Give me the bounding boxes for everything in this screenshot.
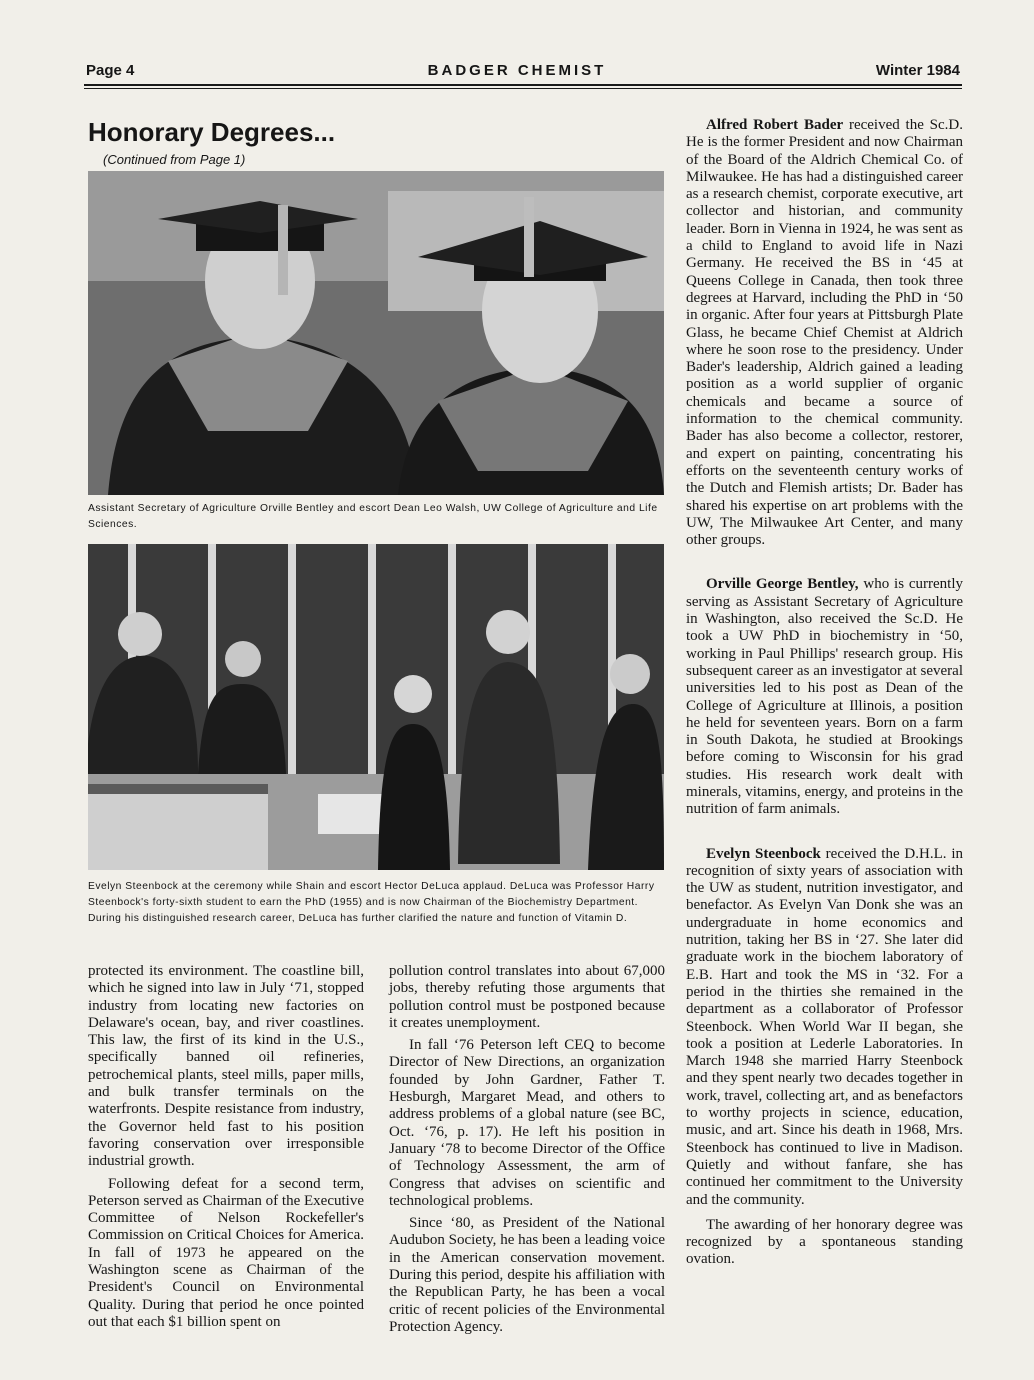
bio-text: received the Sc.D. He is the former President and now Chairman of the Board of the Aldrich Chemical Co. of Milwaukee. He has had a distinguished career as a research chemist, corporate executive, art collector and historian, and community leader. Born in Vienna in 1924, he was sent as a child to England to avoid life in Nazi Germany. He received the BS in ‘45 at Queens College in Canada, then took three degrees at Harvard, including the PhD in ‘50 in organic. After four years at Pittsburgh Plate Glass, he became Chief Chemist at Aldrich where he soon rose to the presidency. Under Bader's leadership, Aldrich gained a leading position as a world supplier of organic chemicals and became a source of information to the chemical community. Bader has also become a collector, restorer, and expert on painting, concentrating his efforts on the seventeenth century works of the Dutch and Flemish artists; Dr. Bader has shared his expertise on art problems with the UW, The Milwaukee Art Center, and many other groups. <box>686 117 964 549</box>
bio-name: Alfred Robert Bader <box>706 117 844 133</box>
bio-text: who is currently serving as Assistant Secretary of Agriculture in Washington, also received the Sc.D. He took a UW PhD in biochemistry in ‘50, working in Paul Phillips' research group. His subsequent career as an investigator at several universities led to his post as Dean of the College of Agriculture at Illinois, a position he held for seventeen years. Born on a farm in South Dakota, he studied at Brookings before coming to Wisconsin for his grad studies. His research work dealt with minerals, vitamins, energy, and proteins in the nutrition of farm animals. <box>686 576 963 818</box>
paragraph: protected its environment. The coastline bill, which he signed into law in July ‘71, stopped industry from locating new factories on Delaware's ocean, bay, and river coastlines. This law, the first of its kind in the U.S., specifically banned oil refineries, petrochemical plants, steel mills, paper mills, and bulk transfer terminals on the waterfronts. Despite resistance from industry, the Governor held fast to his position favoring conservation over irresponsible industrial growth. <box>88 963 364 1170</box>
photo1-caption: Assistant Secretary of Agriculture Orville Bentley and escort Dean Leo Walsh, UW College of Agriculture and Life Sciences. <box>88 503 658 530</box>
header-rule <box>84 84 962 86</box>
bios-column <box>686 117 963 1274</box>
body-column-1 <box>88 963 364 1336</box>
paragraph: Following defeat for a second term, Peterson served as Chairman of the Executive Committee of Nelson Rockefeller's Commission on Critical Choices for America. In fall of 1973 he appeared on the Washington scene as Chairman of the President's Council on Environmental Quality. During that period he once pointed out that each $1 billion spent on <box>88 1175 364 1330</box>
article-title: Honorary Degrees... <box>88 117 336 147</box>
bio-bentley <box>686 576 963 818</box>
continued-note: (Continued from Page 1) <box>103 152 246 167</box>
bio-steenbock <box>686 846 963 1209</box>
paragraph: pollution control translates into about 67,000 jobs, thereby refuting those arguments that pollution control must be postponed because it creates unemployment. <box>389 963 665 1031</box>
bio-bader <box>686 117 963 549</box>
body-column-2 <box>389 963 665 1341</box>
photo-bentley-walsh <box>88 171 664 495</box>
bio-name: Evelyn Steenbock <box>706 845 821 862</box>
photo2-caption: Evelyn Steenbock at the ceremony while Shain and escort Hector DeLuca applaud. DeLuca was Professor Harry Steenbock's forty-sixth student to earn the PhD (1955) and is now Chairman of the Biochemistry Department. During his distinguished research career, DeLuca has further clarified the nature and function of Vitamin D. <box>88 881 655 924</box>
paragraph: In fall ‘76 Peterson left CEQ to become Director of New Directions, an organization founded by John Gardner, Father T. Hesburgh, Margaret Mead, and others to address problems of a global nature (see BC, Oct. ‘76, p. 17). He left his position in January ‘78 to become Director of the Office of Technology Assessment, the arm of Congress that advises on scientific and technological problems. <box>389 1037 665 1209</box>
publication-name: BADGER CHEMIST <box>427 62 607 79</box>
bio-name: Orville George Bentley, <box>706 576 859 593</box>
photo-steenbock-ceremony <box>88 544 664 870</box>
paragraph: The awarding of her honorary degree was recognized by a spontaneous standing ovation. <box>686 1216 963 1268</box>
header-rule-thin <box>84 88 962 89</box>
page-number: Page 4 <box>86 62 135 79</box>
paragraph: Since ‘80, as President of the National Audubon Society, he has been a leading voice in the American conservation movement. During this period, despite his affiliation with the Republican Party, he has been a vocal critic of recent policies of the Environmental Protection Agency. <box>389 1215 665 1335</box>
issue-date: Winter 1984 <box>875 62 960 79</box>
bio-text: received the D.H.L. in recognition of sixty years of association with the UW as student, nutrition investigator, and benefactor. As Evelyn Van Donk she was an undergraduate in home economics and nutrition, taking her BS in ‘27. She later did graduate work in the biochem laboratory of E.B. Hart and took the MS in ‘32. For a period in the thirties she remained in the department as a collaborator of Professor Steenbock. When World War II began, she took a position at Lederle Laboratories. In March 1948 she married Harry Steenbock and they spent nearly two decades together in work, travel, collecting art, and as benefactors to worthy projects in science, education, music, and art. Since his death in 1968, Mrs. Steenbock has continued to live in Madison. Quietly and without fanfare, she has continued her commitment to the University and the community. <box>686 845 963 1208</box>
